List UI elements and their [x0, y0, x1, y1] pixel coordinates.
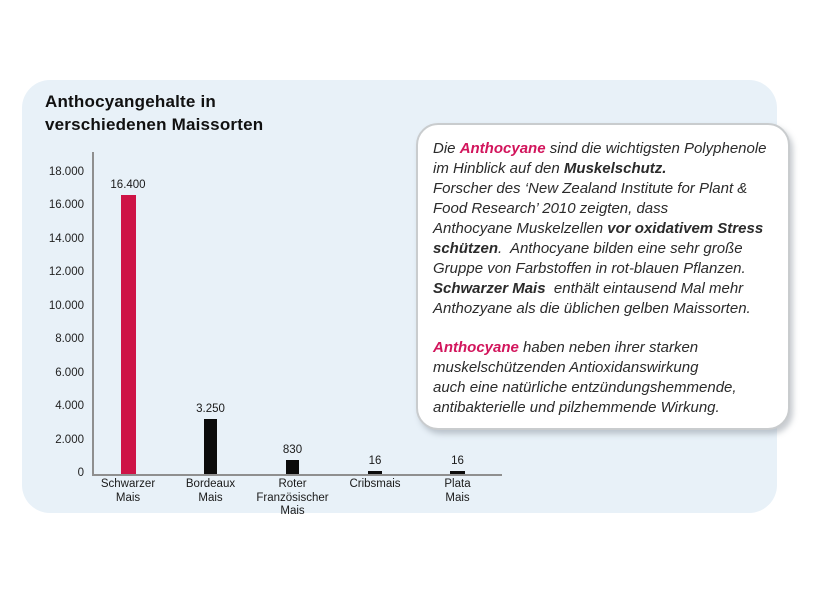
bar: [204, 419, 217, 474]
accent-text: Anthocyane: [459, 140, 546, 157]
info-text-line: [433, 179, 774, 199]
info-text-line: [433, 139, 774, 159]
x-axis-category-label: [410, 478, 506, 505]
x-axis-line: [92, 474, 502, 476]
info-text-line: [433, 358, 774, 378]
y-axis-tick-label: 6.000: [55, 366, 84, 379]
body-text: . Anthocyane bilden eine sehr große: [498, 240, 743, 257]
body-text: Anthocyane Muskelzellen: [433, 220, 608, 237]
info-text-line: [433, 239, 774, 259]
x-axis-category-label-line: Mais: [445, 491, 470, 504]
bold-text: schützen: [433, 240, 499, 257]
body-text: haben neben ihrer starken: [518, 339, 699, 356]
body-text: Gruppe von Farbstoffen in rot-blauen Pflanzen.: [433, 260, 746, 277]
info-text-line: [433, 398, 774, 418]
info-text-line: [433, 299, 774, 319]
bar: [450, 471, 465, 474]
body-text: im Hinblick auf den: [433, 160, 564, 177]
body-text: antibakterielle und pilzhemmende Wirkung.: [433, 399, 720, 416]
bar-value-label: 16: [451, 455, 464, 467]
body-text: Die: [433, 140, 460, 157]
x-axis-category-label-line: Mais: [115, 491, 141, 504]
body-text: auch eine natürliche entzündungshemmende,: [433, 379, 737, 396]
x-axis-category-label-line: Schwarzer: [100, 478, 156, 490]
accent-text: Anthocyane: [433, 339, 519, 356]
x-axis-category-label-line: Cribsmais: [349, 478, 401, 490]
x-axis-category-label-line: Bordeaux: [185, 478, 236, 490]
y-axis-tick-label: 18.000: [48, 165, 84, 178]
bar-value-label: 16.400: [110, 179, 146, 191]
y-axis-tick-label: 2.000: [55, 433, 84, 446]
y-axis-tick-label: 14.000: [48, 232, 84, 245]
body-text: Forscher des ‘New Zealand Institute for Plant &: [433, 180, 748, 197]
info-card: [416, 123, 790, 430]
y-axis-tick-label: 0: [77, 467, 84, 479]
bar: [286, 460, 299, 474]
x-axis-category-label-line: Französischer: [256, 491, 329, 504]
y-axis-tick-label: 8.000: [55, 333, 84, 345]
bar: [368, 471, 382, 474]
bar-value-label: 830: [282, 444, 303, 456]
x-axis-category-label-line: Plata: [444, 478, 471, 490]
info-text-line: [433, 279, 774, 299]
info-text-line: [433, 338, 774, 358]
y-axis-tick-label: 12.000: [48, 266, 84, 278]
y-axis-line: [92, 152, 94, 476]
chart-title-line2: verschiedenen Maissorten: [45, 115, 264, 134]
y-axis-tick-label: 10.000: [48, 299, 84, 312]
bar: [121, 195, 136, 474]
info-paragraph: [433, 338, 774, 418]
body-text: muskelschützenden Antioxidanswirkung: [433, 359, 699, 376]
bar-value-label: 3.250: [196, 403, 225, 415]
bar-value-label: 16: [368, 455, 382, 467]
body-text: enthält eintausend Mal mehr: [545, 280, 744, 297]
info-text-line: [433, 159, 774, 179]
x-axis-category-label-line: Roter: [278, 478, 307, 490]
info-paragraph: [433, 139, 774, 319]
x-axis-category-label-line: Mais: [198, 491, 223, 504]
x-axis-category-label-line: Mais: [280, 505, 305, 517]
bold-text: Muskelschutz.: [563, 160, 667, 177]
bold-text: vor oxidativem Stress: [607, 220, 764, 237]
info-text-line: [433, 199, 774, 219]
y-axis-tick-label: 4.000: [55, 400, 84, 412]
chart-title-line1: Anthocyangehalte in: [45, 92, 216, 111]
body-text: Food Research’ 2010 zeigten, dass: [433, 200, 669, 217]
body-text: sind die wichtigsten Polyphenole: [545, 140, 767, 157]
info-text-line: [433, 219, 774, 239]
y-axis-tick-label: 16.000: [48, 199, 84, 211]
info-text-line: [433, 259, 774, 279]
info-text-line: [433, 378, 774, 398]
body-text: Anthozyane als die üblichen gelben Maissorten.: [433, 300, 751, 317]
bold-text: Schwarzer Mais: [433, 280, 546, 297]
